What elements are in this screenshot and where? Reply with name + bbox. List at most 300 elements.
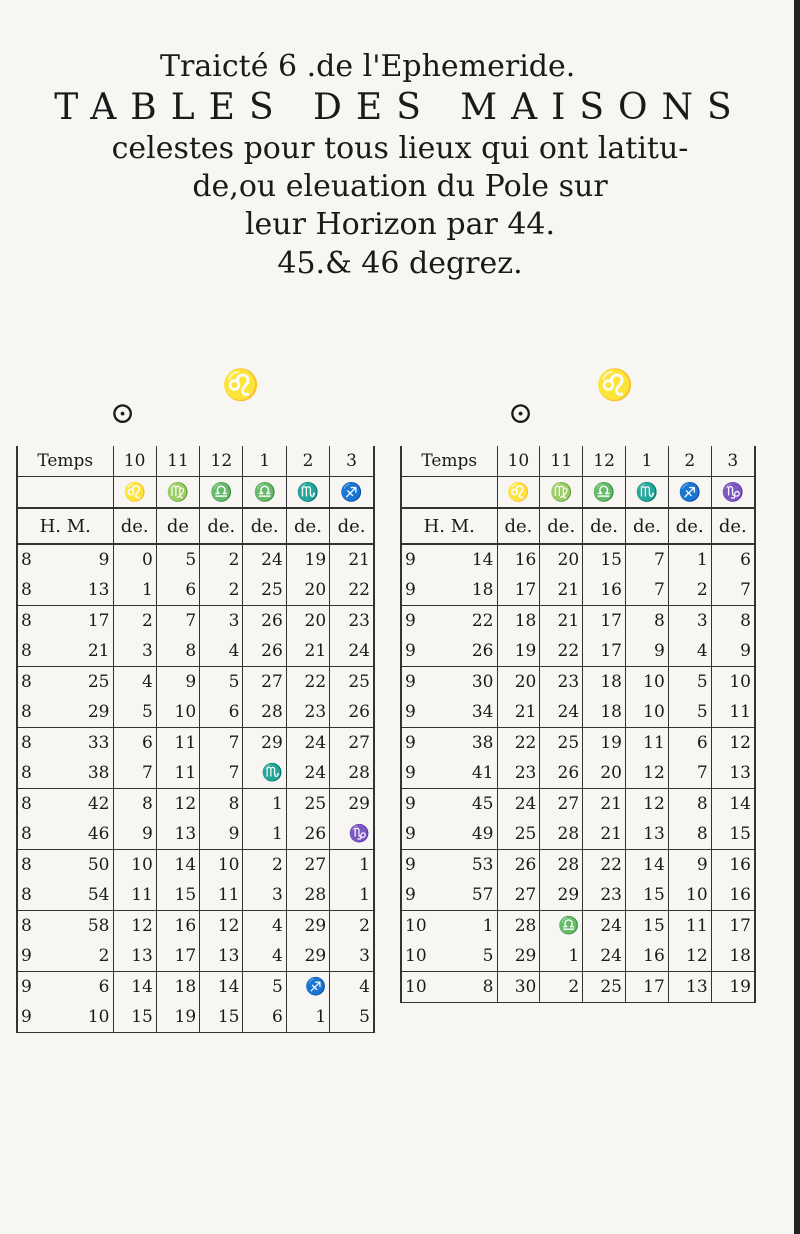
degree-cell: 30 [497, 972, 540, 1003]
houses-table-left [16, 446, 375, 1033]
hour-value: 8 [21, 824, 32, 844]
hour-value: 8 [21, 550, 32, 570]
degree-cell: 21 [583, 789, 626, 820]
header-cell: ♐ [668, 477, 711, 509]
leo-symbol-icon: ♌ [222, 368, 260, 403]
minute-value: 10 [87, 1007, 110, 1027]
time-cell [18, 575, 113, 606]
degree-cell: 12 [625, 758, 668, 789]
degree-cell: 11 [156, 758, 199, 789]
time-cell [18, 819, 113, 850]
degree-cell: 10 [156, 697, 199, 728]
minute-value: 5 [482, 946, 494, 966]
degree-cell: 12 [113, 911, 156, 942]
time-cell [18, 544, 113, 575]
degree-cell: 23 [583, 880, 626, 911]
degree-cell: 3 [200, 606, 243, 637]
subtitle-line-1: celestes pour tous lieux qui ont latitu- [111, 131, 689, 166]
degree-cell: 17 [625, 972, 668, 1003]
degree-cell: 8 [668, 789, 711, 820]
degree-cell: 2 [359, 916, 370, 936]
hour-value: 9 [21, 946, 32, 966]
degree-cell: 18 [711, 941, 754, 972]
degree-cell: ♎ [540, 911, 583, 942]
degree-cell: 11 [625, 728, 668, 759]
table-row [402, 850, 754, 881]
degree-cell: 27 [286, 850, 329, 881]
degree-cell: 19 [497, 636, 540, 667]
degree-cell: 13 [711, 758, 754, 789]
minute-value: 53 [471, 855, 494, 875]
degree-cell: 6 [668, 728, 711, 759]
degree-cell: 7 [625, 575, 668, 606]
degree-cell: 2 [243, 850, 286, 881]
table-row [18, 972, 373, 1003]
degree-cell: 4 [668, 636, 711, 667]
degree-cell: 1 [540, 941, 583, 972]
table-header-row [402, 477, 754, 509]
degree-cell: 24 [583, 911, 626, 942]
degree-cell: 12 [625, 789, 668, 820]
degree-cell: 13 [200, 941, 243, 972]
hour-value: 9 [405, 672, 416, 692]
houses-table-right [400, 446, 756, 1003]
subtitle-line-4: 45.& 46 degrez. [277, 246, 523, 281]
table-row [18, 667, 373, 698]
minute-value: 41 [471, 763, 494, 783]
minute-value: 14 [471, 550, 494, 570]
minute-value: 58 [87, 916, 110, 936]
degree-cell: 16 [625, 941, 668, 972]
minute-value: 25 [87, 672, 110, 692]
degree-cell: 25 [243, 575, 286, 606]
header-cell: ♌ [497, 477, 540, 509]
header-cell: 10 [497, 446, 540, 477]
hour-value: 8 [21, 672, 32, 692]
header-cell: de. [540, 508, 583, 544]
header-cell: de. [286, 508, 329, 544]
degree-cell: 21 [286, 636, 329, 667]
degree-cell: 7 [711, 575, 754, 606]
degree-cell: 20 [583, 758, 626, 789]
time-cell [402, 941, 497, 972]
header-cell: 10 [113, 446, 156, 477]
degree-cell: 1 [113, 575, 156, 606]
degree-cell: 11 [113, 880, 156, 911]
time-cell [402, 819, 497, 850]
hour-value: 10 [405, 946, 427, 966]
degree-cell: 20 [286, 575, 329, 606]
table-row [402, 606, 754, 637]
degree-cell: 14 [113, 972, 156, 1003]
table-row [402, 941, 754, 972]
sun-symbol-icon: ⊙ [508, 396, 534, 431]
degree-cell: 28 [330, 758, 373, 789]
header-cell: 3 [711, 446, 754, 477]
minute-value: 22 [471, 611, 494, 631]
header-cell: de. [625, 508, 668, 544]
header-cell: 1 [243, 446, 286, 477]
degree-cell: 8 [625, 606, 668, 637]
degree-cell: 6 [200, 697, 243, 728]
degree-cell: 14 [729, 794, 751, 814]
degree-cell: 11 [156, 728, 199, 759]
table-row [18, 850, 373, 881]
time-cell [402, 911, 497, 942]
degree-cell: 27 [497, 880, 540, 911]
header-cell: H. M. [18, 508, 113, 544]
degree-cell: 11 [711, 697, 754, 728]
degree-cell: 10 [625, 697, 668, 728]
degree-cell: 24 [540, 697, 583, 728]
degree-cell: 7 [200, 728, 243, 759]
hour-value: 9 [405, 794, 416, 814]
degree-cell: 7 [156, 606, 199, 637]
degree-cell: 4 [243, 911, 286, 942]
degree-cell: 21 [540, 575, 583, 606]
header-cell: Temps [18, 446, 113, 477]
degree-cell: 26 [497, 850, 540, 881]
table-row [402, 575, 754, 606]
degree-cell: 17 [583, 636, 626, 667]
hour-value: 8 [21, 611, 32, 631]
degree-cell: 9 [711, 636, 754, 667]
hour-value: 9 [405, 550, 416, 570]
degree-cell: 17 [583, 606, 626, 637]
hour-value: 8 [21, 763, 32, 783]
degree-cell: 6 [740, 550, 751, 570]
degree-cell: 3 [113, 636, 156, 667]
hour-value: 9 [405, 702, 416, 722]
minute-value: 54 [87, 885, 110, 905]
degree-cell: ♐ [286, 972, 329, 1003]
table-row [18, 911, 373, 942]
time-cell [18, 758, 113, 789]
degree-cell: 8 [200, 789, 243, 820]
hour-value: 9 [405, 641, 416, 661]
degree-cell: 15 [625, 911, 668, 942]
degree-cell: 14 [200, 972, 243, 1003]
degree-cell: 2 [200, 544, 243, 575]
degree-cell: 16 [583, 575, 626, 606]
time-cell [18, 789, 113, 820]
degree-cell: 7 [113, 758, 156, 789]
time-cell [402, 850, 497, 881]
time-cell [402, 880, 497, 911]
header-cell: ♏ [286, 477, 329, 509]
table-row [18, 1002, 373, 1033]
degree-cell: 29 [243, 728, 286, 759]
degree-cell: 19 [583, 728, 626, 759]
degree-cell: 5 [668, 697, 711, 728]
table-row [402, 819, 754, 850]
header-cell: 3 [330, 446, 373, 477]
header-cell: ♑ [711, 477, 754, 509]
table-header-row [18, 508, 373, 544]
minute-value: 33 [87, 733, 110, 753]
degree-cell: 25 [583, 972, 626, 1003]
header-cell: de. [243, 508, 286, 544]
hour-value: 8 [21, 885, 32, 905]
minute-value: 29 [87, 702, 110, 722]
hour-value: 8 [21, 580, 32, 600]
hour-value: 8 [21, 794, 32, 814]
time-cell [18, 636, 113, 667]
degree-cell: 25 [286, 789, 329, 820]
degree-cell: 10 [625, 667, 668, 698]
degree-cell: 25 [497, 819, 540, 850]
degree-cell: 24 [243, 544, 286, 575]
degree-cell: 2 [200, 575, 243, 606]
hour-value: 8 [21, 702, 32, 722]
degree-cell: 27 [348, 733, 370, 753]
degree-cell: 7 [625, 544, 668, 575]
degree-cell: 0 [113, 544, 156, 575]
header-cell: 1 [625, 446, 668, 477]
degree-cell: 28 [243, 697, 286, 728]
header-cell: 11 [540, 446, 583, 477]
degree-cell: 7 [668, 758, 711, 789]
minute-value: 50 [87, 855, 110, 875]
degree-cell: 2 [113, 606, 156, 637]
table-row [18, 880, 373, 911]
table-row [402, 789, 754, 820]
degree-cell: 6 [113, 728, 156, 759]
time-cell [402, 728, 497, 759]
degree-cell: 22 [286, 667, 329, 698]
degree-cell: 14 [625, 850, 668, 881]
degree-cell: 13 [156, 819, 199, 850]
time-cell [18, 728, 113, 759]
degree-cell: ♏ [243, 758, 286, 789]
degree-cell: 8 [740, 611, 751, 631]
header-cell: de [156, 508, 199, 544]
degree-cell: 27 [540, 789, 583, 820]
degree-cell: 12 [668, 941, 711, 972]
header-cell: ♎ [243, 477, 286, 509]
degree-cell: 27 [243, 667, 286, 698]
minute-value: 26 [471, 641, 494, 661]
degree-cell: 6 [156, 575, 199, 606]
header-cell: ♍ [156, 477, 199, 509]
degree-cell: 9 [668, 850, 711, 881]
time-cell [402, 667, 497, 698]
degree-cell: 21 [540, 606, 583, 637]
time-cell [18, 880, 113, 911]
degree-cell: 18 [497, 606, 540, 637]
degree-cell: 22 [497, 728, 540, 759]
hour-value: 9 [405, 855, 416, 875]
degree-cell: 16 [156, 911, 199, 942]
minute-value: 57 [471, 885, 494, 905]
header-cell: ♌ [113, 477, 156, 509]
header-cell: Temps [402, 446, 497, 477]
degree-cell: 13 [113, 941, 156, 972]
degree-cell: 10 [200, 850, 243, 881]
degree-cell: 23 [540, 667, 583, 698]
hour-value: 9 [405, 824, 416, 844]
header-cell: de. [583, 508, 626, 544]
minute-value: 13 [87, 580, 110, 600]
hour-value: 9 [21, 977, 32, 997]
header-cell: de. [113, 508, 156, 544]
degree-cell: 2 [540, 972, 583, 1003]
degree-cell: 11 [668, 911, 711, 942]
degree-cell: 15 [625, 880, 668, 911]
degree-cell: 15 [200, 1002, 243, 1033]
time-cell [402, 636, 497, 667]
table-header-row [18, 477, 373, 509]
degree-cell: 13 [625, 819, 668, 850]
degree-cell: 23 [497, 758, 540, 789]
table-row [18, 728, 373, 759]
title-block [0, 48, 800, 284]
table-row [402, 972, 754, 1003]
degree-cell: 21 [497, 697, 540, 728]
minute-value: 21 [87, 641, 110, 661]
time-cell [18, 697, 113, 728]
header-cell: H. M. [402, 508, 497, 544]
header-cell: 11 [156, 446, 199, 477]
table-row [402, 758, 754, 789]
header-cell: de. [668, 508, 711, 544]
minute-value: 49 [471, 824, 494, 844]
subtitle-line-2: de,ou eleuation du Pole sur [192, 169, 608, 204]
degree-cell: 26 [243, 636, 286, 667]
degree-cell: 12 [200, 911, 243, 942]
degree-cell: 22 [583, 850, 626, 881]
header-cell: ♍ [540, 477, 583, 509]
table-row [18, 636, 373, 667]
degree-cell: 24 [583, 941, 626, 972]
degree-cell: 12 [156, 789, 199, 820]
degree-cell: 8 [668, 819, 711, 850]
header-cell: de. [200, 508, 243, 544]
time-cell [18, 941, 113, 972]
degree-cell: 16 [497, 544, 540, 575]
degree-cell: 17 [497, 575, 540, 606]
degree-cell: 15 [113, 1002, 156, 1033]
time-cell [402, 606, 497, 637]
degree-cell: 15 [711, 819, 754, 850]
time-cell [18, 606, 113, 637]
minute-value: 38 [471, 733, 494, 753]
time-cell [402, 544, 497, 575]
degree-cell: 4 [200, 636, 243, 667]
time-cell [402, 697, 497, 728]
degree-cell: 23 [348, 611, 370, 631]
degree-cell: 10 [729, 672, 751, 692]
degree-cell: 18 [583, 697, 626, 728]
minute-value: 9 [98, 550, 110, 570]
table-row [402, 880, 754, 911]
degree-cell: 26 [540, 758, 583, 789]
minute-value: 1 [482, 916, 494, 936]
table-row [402, 636, 754, 667]
table-row [402, 911, 754, 942]
degree-cell: 20 [497, 667, 540, 698]
minute-value: 8 [482, 977, 494, 997]
minute-value: 34 [471, 702, 494, 722]
degree-cell: 21 [583, 819, 626, 850]
header-cell: de. [497, 508, 540, 544]
degree-cell: 16 [729, 855, 751, 875]
time-cell [402, 758, 497, 789]
minute-value: 38 [87, 763, 110, 783]
table-row [402, 667, 754, 698]
degree-cell: 19 [711, 972, 754, 1003]
hour-value: 8 [21, 733, 32, 753]
degree-cell: 22 [330, 575, 373, 606]
degree-cell: 8 [156, 636, 199, 667]
minute-value: 42 [87, 794, 110, 814]
degree-cell: 17 [156, 941, 199, 972]
table-row [18, 819, 373, 850]
degree-cell: ♑ [330, 819, 373, 850]
degree-cell: 1 [668, 544, 711, 575]
degree-cell: 26 [330, 697, 373, 728]
degree-cell: 1 [286, 1002, 329, 1033]
degree-cell: 5 [113, 697, 156, 728]
degree-cell: 17 [729, 916, 751, 936]
degree-cell: 9 [156, 667, 199, 698]
header-cell: de. [711, 508, 754, 544]
table-header-row [402, 508, 754, 544]
degree-cell: 15 [156, 880, 199, 911]
degree-cell: 9 [625, 636, 668, 667]
hour-value: 10 [405, 977, 427, 997]
hour-value: 9 [405, 733, 416, 753]
degree-cell: 29 [348, 794, 370, 814]
degree-cell: 29 [497, 941, 540, 972]
time-cell [18, 1002, 113, 1033]
degree-cell: 14 [156, 850, 199, 881]
table-row [18, 606, 373, 637]
degree-cell: 4 [113, 667, 156, 698]
degree-cell: 18 [156, 972, 199, 1003]
degree-cell: 4 [359, 977, 370, 997]
degree-cell: 29 [540, 880, 583, 911]
hour-value: 8 [21, 641, 32, 661]
degree-cell: 24 [497, 789, 540, 820]
table-row [402, 728, 754, 759]
degree-cell: 9 [200, 819, 243, 850]
degree-cell: 25 [348, 672, 370, 692]
degree-cell: 24 [286, 758, 329, 789]
degree-cell: 29 [286, 911, 329, 942]
header-cell [18, 477, 113, 509]
degree-cell: 22 [540, 636, 583, 667]
sun-symbol-icon: ⊙ [110, 396, 136, 431]
minute-value: 18 [471, 580, 494, 600]
time-cell [18, 911, 113, 942]
degree-cell: 5 [330, 1002, 373, 1033]
hour-value: 9 [405, 611, 416, 631]
minute-value: 2 [98, 946, 110, 966]
table-row [18, 544, 373, 575]
header-cell: ♏ [625, 477, 668, 509]
degree-cell: 1 [243, 819, 286, 850]
degree-cell: 2 [668, 575, 711, 606]
time-cell [402, 789, 497, 820]
degree-cell: 28 [540, 819, 583, 850]
minute-value: 45 [471, 794, 494, 814]
table-header-row [18, 446, 373, 477]
main-heading: TABLES DES MAISONS [54, 87, 746, 128]
degree-cell: 1 [359, 855, 370, 875]
table-row [18, 789, 373, 820]
degree-cell: 19 [156, 1002, 199, 1033]
